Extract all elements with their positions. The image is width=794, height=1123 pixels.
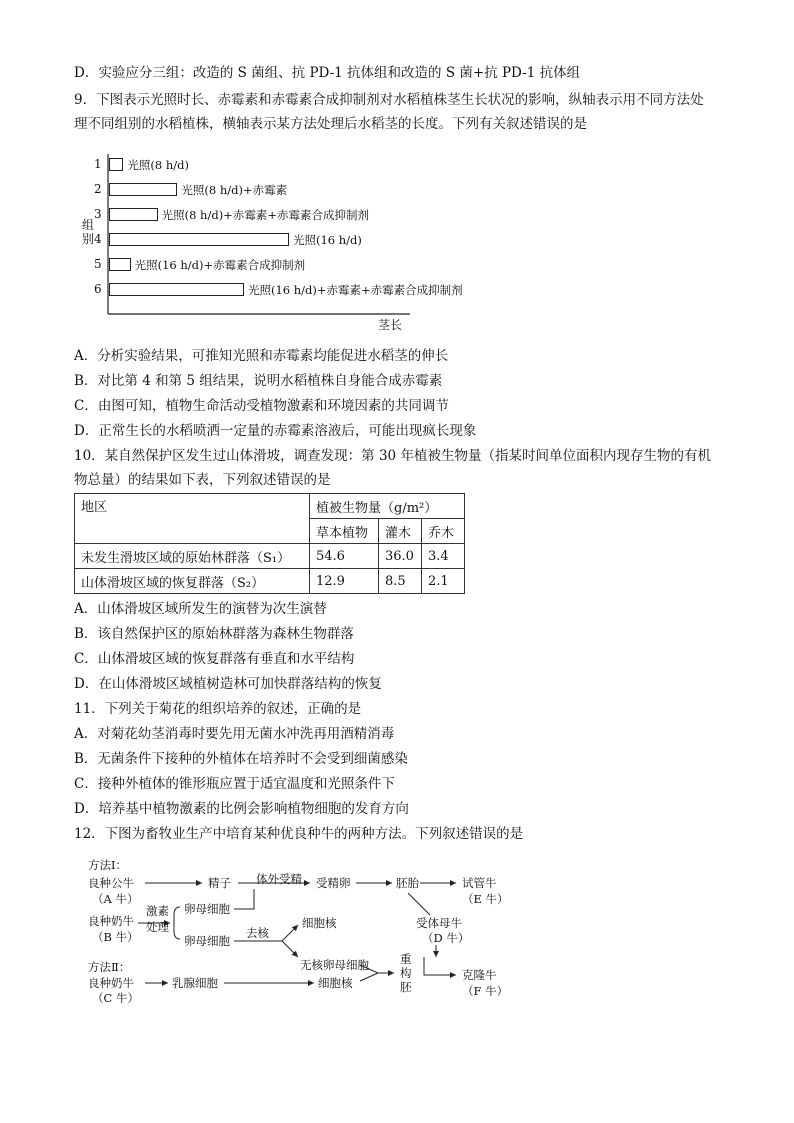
table-cell: 36.0 xyxy=(379,544,422,569)
table-row xyxy=(75,569,465,594)
group-bar xyxy=(109,258,131,271)
enucleate-label: 去核 xyxy=(246,926,269,940)
table-cell: 8.5 xyxy=(379,569,422,594)
group-treatment-label: 光照(8 h/d)+赤霉素+赤霉素合成抑制剂 xyxy=(161,208,369,222)
q9-option-c: C．由图可知，植物生命活动受植物激素和环境因素的共同调节 xyxy=(74,398,449,414)
table-col-shrub: 灌木 xyxy=(379,519,422,544)
nucleus-label: 细胞核 xyxy=(302,916,337,930)
mammary-cell-label: 乳腺细胞 xyxy=(172,976,218,990)
q12-stem: 12．下图为畜牧业生产中培育某种优良种牛的两种方法。下列叙述错误的是 xyxy=(74,826,524,842)
q10-stem-line1: 10．某自然保护区发生过山体滑坡，调查发现：第 30 年植被生物量（指某时间单位面积内现存生物的有机 xyxy=(74,448,711,464)
bull-a-tag: （A 牛） xyxy=(92,892,139,906)
table-cell-region: 山体滑坡区域的恢复群落（S₂） xyxy=(75,569,310,594)
clone-tag: （F 牛） xyxy=(462,984,509,998)
group-treatment-label: 光照(16 h/d)+赤霉素+赤霉素合成抑制剂 xyxy=(248,283,463,297)
hormone-label-2: 处理 xyxy=(146,920,169,934)
cow-b-tag: （B 牛） xyxy=(92,930,139,944)
recipient-label: 受体母牛 xyxy=(416,916,462,930)
q10-option-c: C．山体滑坡区域的恢复群落有垂直和水平结构 xyxy=(74,651,355,667)
table-col-herb: 草本植物 xyxy=(310,519,379,544)
ivf-label: 体外受精 xyxy=(256,872,302,886)
q9-stem-line1: 9．下图表示光照时长、赤霉素和赤霉素合成抑制剂对水稻植株茎生长状况的影响，纵轴表示用不同方法处 xyxy=(74,92,704,108)
table-header-region: 地区 xyxy=(75,494,310,544)
sperm-label: 精子 xyxy=(208,876,231,890)
q10-biomass-table xyxy=(74,493,465,594)
q11-option-b: B．无菌条件下接种的外植体在培养时不会受到细菌感染 xyxy=(74,751,408,767)
q11-stem: 11．下列关于菊花的组织培养的叙述，正确的是 xyxy=(74,701,362,717)
q10-option-d: D．在山体滑坡区域植树造林可加快群落结构的恢复 xyxy=(74,676,382,692)
group-number: 6 xyxy=(94,282,102,296)
table-row xyxy=(75,544,465,569)
group-number: 5 xyxy=(94,257,102,271)
q10-stem-line2: 物总量）的结果如下表，下列叙述错误的是 xyxy=(74,472,331,488)
enucleated-oocyte-label: 无核卵母细胞 xyxy=(300,958,369,972)
q12-flow-diagram xyxy=(88,853,508,1003)
q9-option-b: B．对比第 4 和第 5 组结果，说明水稻植株自身能合成赤霉素 xyxy=(74,373,443,389)
table-cell-region: 未发生滑坡区域的原始林群落（S₁） xyxy=(75,544,310,569)
q11-option-c: C．接种外植体的锥形瓶应置于适宜温度和光照条件下 xyxy=(74,776,395,792)
group-number: 2 xyxy=(94,182,102,196)
q9-stem-line2: 理不同组别的水稻植株，横轴表示某方法处理后水稻茎的长度。下列有关叙述错误的是 xyxy=(74,116,587,132)
oocyte-label-1: 卵母细胞 xyxy=(184,902,230,916)
group-number: 1 xyxy=(94,157,102,171)
group-bar xyxy=(109,208,158,221)
method2-label: 方法Ⅱ： xyxy=(88,960,131,974)
embryo-label: 胚胎 xyxy=(396,876,419,890)
q11-option-d: D．培养基中植物激素的比例会影响植物细胞的发育方向 xyxy=(74,801,409,817)
recon-char-2: 构 xyxy=(400,966,412,980)
group-bar xyxy=(109,283,244,296)
group-bar xyxy=(109,183,177,196)
group-bar xyxy=(109,233,289,246)
table-cell: 12.9 xyxy=(310,569,379,594)
q9-option-a: A．分析实验结果，可推知光照和赤霉素均能促进水稻茎的伸长 xyxy=(74,348,449,364)
group-number: 4 xyxy=(94,232,102,246)
q11-option-a: A．对菊花幼茎消毒时要先用无菌水冲洗再用酒精消毒 xyxy=(74,726,395,742)
group-treatment-label: 光照(16 h/d) xyxy=(293,233,362,247)
oocyte-label-2: 卵母细胞 xyxy=(184,934,230,948)
testtube-label: 试管牛 xyxy=(462,876,497,890)
table-cell: 54.6 xyxy=(310,544,379,569)
q8-option-d: D．实验应分三组：改造的 S 菌组、抗 PD-1 抗体组和改造的 S 菌+抗 PD-1 抗体组 xyxy=(74,65,581,81)
cow-b-label: 良种奶牛 xyxy=(88,914,134,928)
recon-char-1: 重 xyxy=(400,952,412,966)
bull-a-label: 良种公牛 xyxy=(88,876,134,890)
group-bar xyxy=(109,158,123,171)
group-treatment-label: 光照(16 h/d)+赤霉素合成抑制剂 xyxy=(134,258,306,272)
table-header-biomass: 植被生物量（g/m²） xyxy=(310,494,465,519)
table-col-tree: 乔木 xyxy=(422,519,465,544)
q9-xaxis-label: 茎长 xyxy=(378,318,403,332)
recon-char-3: 胚 xyxy=(400,980,412,994)
table-cell: 2.1 xyxy=(422,569,465,594)
cow-c-label: 良种奶牛 xyxy=(88,976,134,990)
cow-c-tag: （C 牛） xyxy=(92,991,139,1005)
q9-option-d: D．正常生长的水稻喷洒一定量的赤霉素溶液后，可能出现疯长现象 xyxy=(74,423,477,439)
group-treatment-label: 光照(8 h/d) xyxy=(127,158,189,172)
zygote-label: 受精卵 xyxy=(316,876,351,890)
q9-bar-figure xyxy=(80,148,463,338)
method1-label: 方法Ⅰ： xyxy=(88,858,128,872)
testtube-tag: （E 牛） xyxy=(462,892,509,906)
group-number: 3 xyxy=(94,207,102,221)
hormone-label: 激素 xyxy=(146,904,169,918)
clone-label: 克隆牛 xyxy=(462,968,497,982)
q10-option-a: A．山体滑坡区域所发生的演替为次生演替 xyxy=(74,601,327,617)
q9-yaxis-label: 组别 xyxy=(82,218,95,246)
q10-option-b: B．该自然保护区的原始林群落为森林生物群落 xyxy=(74,626,354,642)
group-treatment-label: 光照(8 h/d)+赤霉素 xyxy=(181,183,288,197)
table-cell: 3.4 xyxy=(422,544,465,569)
nucleus-2-label: 细胞核 xyxy=(318,976,353,990)
recipient-tag: （D 牛） xyxy=(422,931,470,945)
